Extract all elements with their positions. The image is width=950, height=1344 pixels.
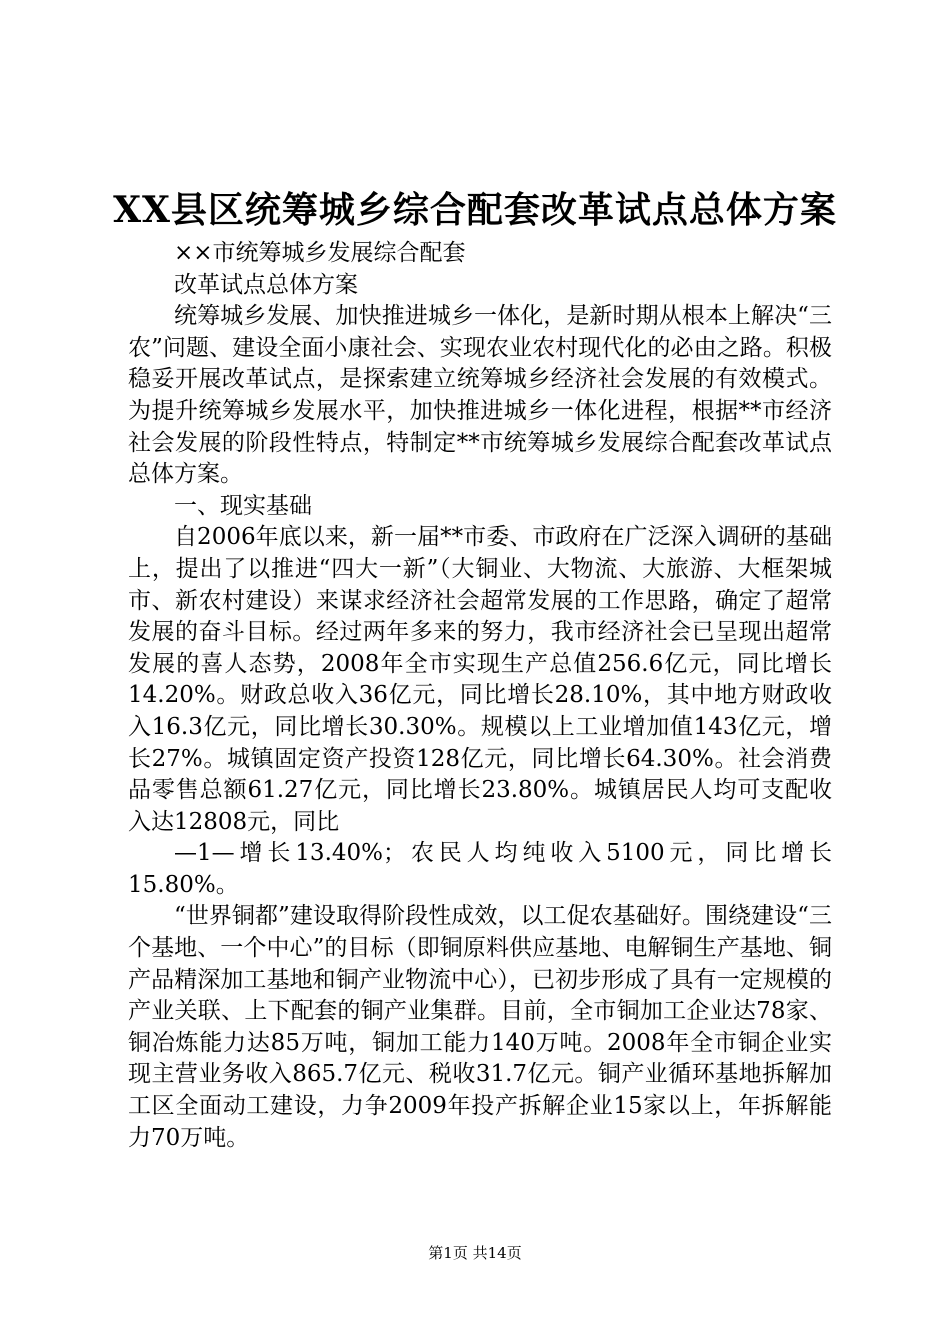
page-number: 第1页 共14页	[428, 1244, 522, 1262]
paragraph-economy-continued: —1—增长13.40%；农民人均纯收入5100元，同比增长15.80%。	[128, 840, 832, 898]
document-body	[128, 238, 832, 1154]
subtitle-line-2: 改革试点总体方案	[174, 271, 358, 298]
subtitle-line-1: ××市统筹城乡发展综合配套	[174, 240, 466, 266]
paragraph-intro: 统筹城乡发展、加快推进城乡一体化，是新时期从根本上解决“三农”问题、建设全面小康社会、实现农业农村现代化的必由之路。积极稳妥开展改革试点，是探索建立统筹城乡经济社会发展的有效模式。为提升统筹城乡发展水平，加快推进城乡一体化进程，根据**市经济社会发展的阶段性特点，特制定**市统筹城乡发展综合配套改革试点总体方案。	[128, 303, 832, 488]
section-heading: 一、现实基础	[174, 492, 312, 519]
paragraph-copper-industry: “世界铜都”建设取得阶段性成效，以工促农基础好。围绕建设“三个基地、一个中心”的目标（即铜原料供应基地、电解铜生产基地、铜产品精深加工基地和铜产业物流中心），已初步形成了具有一定规模的产业关联、上下配套的铜产业集群。目前，全市铜加工企业达78家、铜冶炼能力达85万吨，铜加工能力140万吨。2008年全市铜企业实现主营业务收入865.7亿元、税收31.7亿元。铜产业循环基地拆解加工区全面动工建设，力争2009年投产拆解企业15家以上，年拆解能力70万吨。	[128, 903, 832, 1151]
paragraph-economy: 自2006年底以来，新一届**市委、市政府在广泛深入调研的基础上，提出了以推进“四大一新”（大铜业、大物流、大旅游、大框架城市、新农村建设）来谋求经济社会超常发展的工作思路，确定了超常发展的奋斗目标。经过两年多来的努力，我市经济社会已呈现出超常发展的喜人态势，2008年全市实现生产总值256.6亿元，同比增长14.20%。财政总收入36亿元，同比增长28.10%，其中地方财政收入16.3亿元，同比增长30.30%。规模以上工业增加值143亿元，增长27%。城镇固定资产投资128亿元，同比增长64.30%。社会消费品零售总额61.27亿元，同比增长23.80%。城镇居民人均可支配收入达12808元，同比	[128, 524, 832, 835]
document-title: XX县区统筹城乡综合配套改革试点总体方案	[113, 189, 837, 231]
